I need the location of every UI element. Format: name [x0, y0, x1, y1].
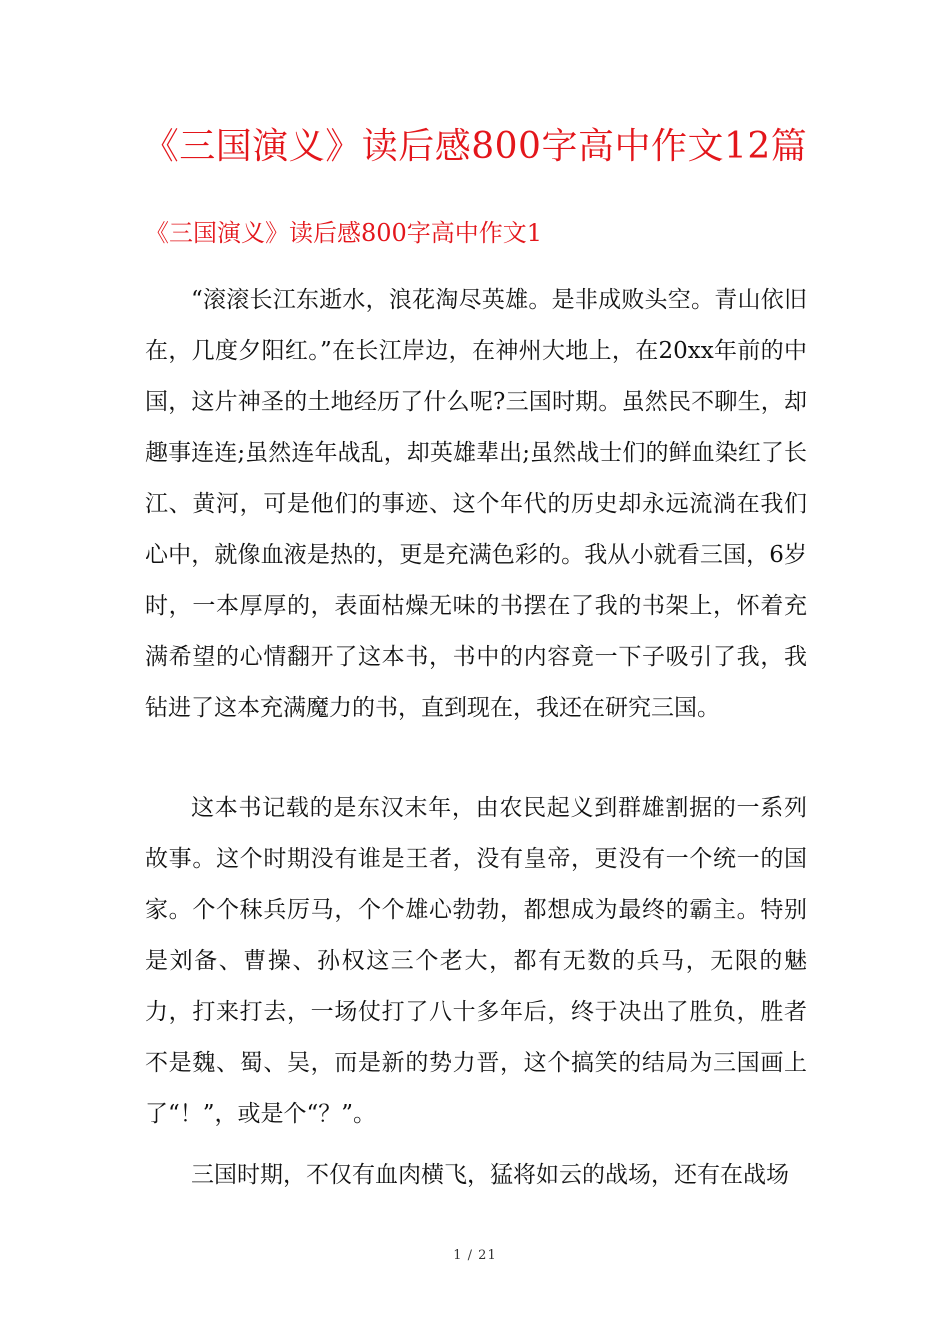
body-paragraph: 三国时期，不仅有血肉横飞，猛将如云的战场，还有在战场 — [191, 1162, 789, 1188]
body-paragraph: “滚滚长江东逝水，浪花淘尽英雄。是非成败头空。青山依旧在，几度夕阳红。”在长江岸边，在神州大地上，在20xx年前的中国，这片神圣的土地经历了什么呢?三国时期。虽然民不聊生，却趣事连连;虽然连年战乱，却英雄辈出;虽然战士们的鲜血染红了长江、黄河，可是他们的事迹、这个年代的历史却永远流淌在我们心中，就像血液是热的，更是充满色彩的。我从小就看三国，6岁时，一本厚厚的，表面枯燥无味的书摆在了我的书架上，怀着充满希望的心情翻开了这本书，书中的内容竟一下子吸引了我，我钻进了这本充满魔力的书，直到现在，我还在研究三国。 — [145, 287, 807, 721]
document-title: 《三国演义》读后感800字高中作文12篇 — [142, 126, 808, 167]
body-paragraph: 这本书记载的是东汉末年，由农民起义到群雄割据的一系列故事。这个时期没有谁是王者，没有皇帝，更没有一个统一的国家。个个秣兵厉马，个个雄心勃勃，都想成为最终的霸主。特别是刘备、曹操、孙权这三个老大，都有无数的兵马，无限的魅力，打来打去，一场仗打了八十多年后，终于决出了胜负，胜者不是魏、蜀、吴，而是新的势力晋，这个搞笑的结局为三国画上了“！”，或是个“？”。 — [145, 795, 807, 1127]
section-heading: 《三国演义》读后感800字高中作文1 — [145, 219, 543, 247]
page-number: 1 / 21 — [453, 1248, 497, 1263]
